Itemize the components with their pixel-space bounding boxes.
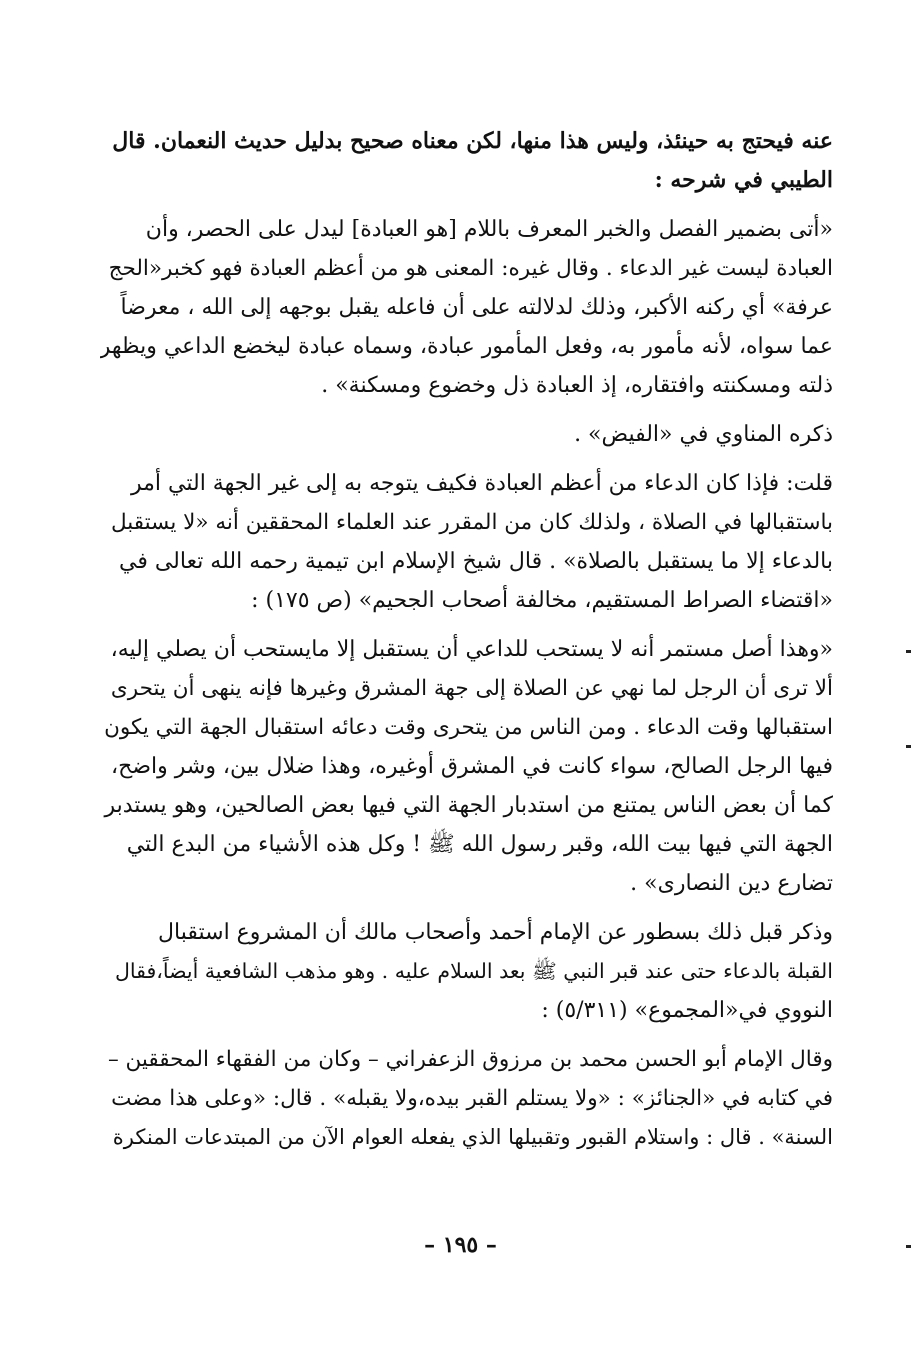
paragraph-6	[100, 913, 833, 1030]
text-line: باستقبالها في الصلاة ، ولذلك كان من المقرر عند العلماء المحققين أنه «لا يستقبل	[111, 510, 833, 535]
text-line: بالدعاء إلا ما يستقبل بالصلاة» . قال شيخ الإسلام ابن تيمية رحمه الله تعالى في	[118, 549, 833, 574]
text-line: استقبالها وقت الدعاء . ومن الناس من يتحرى وقت دعائه استقبال الجهة التي يكون	[104, 715, 833, 740]
text-line: العبادة ليست غير الدعاء . وقال غيره: المعنى هو من أعظم العبادة فهو كخبر«الحج	[108, 256, 833, 281]
text-line: الطيبي في شرحه :	[654, 167, 833, 193]
text-line: فيها الرجل الصالح، سواء كانت في المشرق أوغيره، وهذا ضلال بين، وشر واضح،	[111, 754, 833, 779]
text-line: ألا ترى أن الرجل لما نهي عن الصلاة إلى جهة المشرق وغيرها فإنه ينهى أن يتحرى	[110, 676, 833, 701]
text-line: عنه فيحتج به حينئذ، وليس هذا منها، لكن معناه صحيح بدليل حديث النعمان. قال	[112, 128, 833, 154]
scan-margin-mark	[906, 1245, 911, 1248]
text-line: القبلة بالدعاء حتى عند قبر النبي ﷺ بعد السلام عليه . وهو مذهب الشافعية أيضاً،فقال	[114, 959, 833, 983]
text-line: السنة» . قال : واستلام القبور وتقبيلها الذي يفعله العوام الآن من المبتدعات المنكرة	[112, 1125, 833, 1149]
scan-margin-mark	[906, 650, 911, 653]
text-line: «وهذا أصل مستمر أنه لا يستحب للداعي أن يستقبل إلا مايستحب أن يصلي إليه،	[110, 637, 833, 662]
paragraph-7	[100, 1040, 833, 1157]
page-body	[100, 122, 833, 1157]
text-line: في كتابه في «الجنائز» : «ولا يستلم القبر بيده،ولا يقبله» . قال: «وعلى هذا مضت	[111, 1086, 833, 1111]
text-line: ذكره المناوي في «الفيض» .	[574, 422, 833, 447]
paragraph-5-quote-ibn-taymiyya	[100, 630, 833, 903]
text-line: عرفة» أي ركنه الأكبر، وذلك لدلالته على أن فاعله يقبل بوجهه إلى الله ، معرضاً	[120, 295, 833, 320]
scan-margin-mark	[906, 745, 911, 748]
text-line: النووي في«المجموع» (٥/٣١١) :	[541, 998, 833, 1023]
text-line: تضارع دين النصارى» .	[630, 871, 833, 896]
text-line: الجهة التي فيها بيت الله، وقبر رسول الله ﷺ ! وكل هذه الأشياء من البدع التي	[126, 832, 833, 857]
text-line: عما سواه، لأنه مأمور به، وفعل المأمور عبادة، وسماه عبادة ليخضع الداعي ويظهر	[100, 334, 833, 359]
text-line: «أتى بضمير الفصل والخبر المعرف باللام [هو العبادة] ليدل على الحصر، وأن	[145, 217, 833, 242]
text-line: كما أن بعض الناس يمتنع من استدبار الجهة التي فيها بعض الصالحين، وهو يستدبر	[104, 793, 833, 818]
paragraph-4-comment	[100, 464, 833, 620]
text-line: وذكر قبل ذلك بسطور عن الإمام أحمد وأصحاب مالك أن المشروع استقبال	[158, 920, 833, 945]
page-number: – ١٩٥ –	[424, 1232, 497, 1258]
paragraph-3-source	[100, 415, 833, 454]
text-line: وقال الإمام أبو الحسن محمد بن مرزوق الزعفراني – وكان من الفقهاء المحققين –	[107, 1047, 833, 1072]
paragraph-2-quote-tibi	[100, 210, 833, 405]
text-line: ذلته ومسكنته وافتقاره، إذ العبادة ذل وخضوع ومسكنة» .	[321, 373, 833, 398]
text-line: قلت: فإذا كان الدعاء من أعظم العبادة فكيف يتوجه به إلى غير الجهة التي أمر	[130, 471, 833, 496]
text-line: «اقتضاء الصراط المستقيم، مخالفة أصحاب الجحيم» (ص ١٧٥) :	[251, 588, 833, 613]
paragraph-1	[100, 122, 833, 200]
